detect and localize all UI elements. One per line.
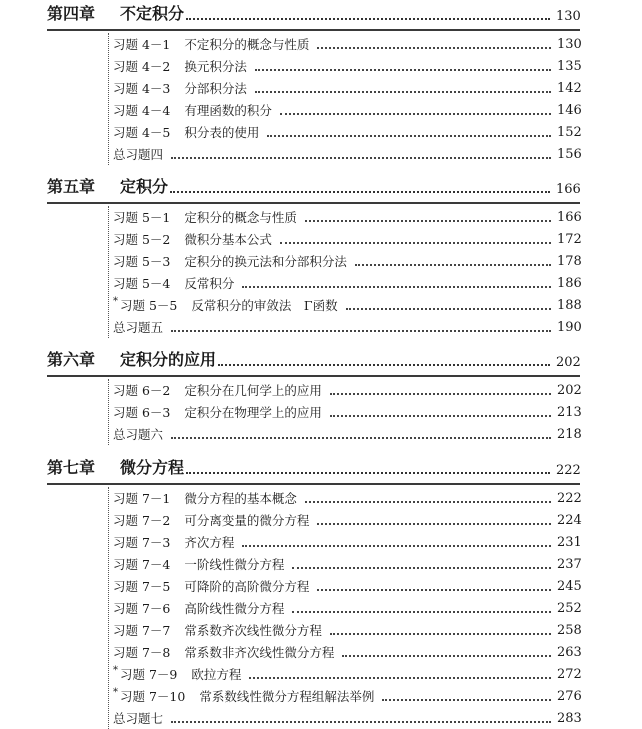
entry-page-number: 202 <box>557 382 582 398</box>
exercise-title: 微分方程的基本概念 <box>184 491 297 506</box>
entry-page-number: 135 <box>557 58 582 74</box>
dot-leader <box>346 308 551 310</box>
exercise-title: 高阶线性微分方程 <box>184 601 285 616</box>
chapter-heading[interactable] <box>47 458 580 478</box>
optional-star-icon: * <box>113 686 118 698</box>
exercise-code: 习题 4－2 <box>113 59 171 74</box>
optional-star-icon: * <box>113 664 118 676</box>
dot-leader <box>330 393 551 395</box>
entry-page-number: 166 <box>557 209 582 225</box>
toc-entry[interactable] <box>109 487 581 509</box>
toc-entry[interactable] <box>109 143 581 165</box>
chapter-heading[interactable] <box>47 177 580 197</box>
dot-leader <box>218 364 550 366</box>
dot-leader <box>280 113 551 115</box>
toc-entry[interactable] <box>109 294 581 316</box>
exercise-code: 习题 4－1 <box>113 37 171 52</box>
dot-leader <box>255 91 551 93</box>
dot-leader <box>171 437 551 439</box>
exercise-code: 习题 7－6 <box>113 601 171 616</box>
entry-page-number: 178 <box>557 253 582 269</box>
exercise-code: 习题 5－2 <box>113 232 171 247</box>
exercise-title: 常系数齐次线性微分方程 <box>184 623 322 638</box>
entry-page-number: 258 <box>557 622 582 638</box>
exercise-code: 习题 6－3 <box>113 405 171 420</box>
exercise-code: 习题 7－10 <box>120 689 186 704</box>
entry-page-number: 156 <box>557 146 582 162</box>
exercise-code: 习题 7－2 <box>113 513 171 528</box>
toc-entry[interactable] <box>109 33 581 55</box>
entry-page-number: 142 <box>557 80 582 96</box>
toc-entry[interactable] <box>109 531 581 553</box>
exercise-code: 习题 4－4 <box>113 103 171 118</box>
exercise-code: 总习题四 <box>113 147 164 162</box>
toc-entry[interactable] <box>109 272 581 294</box>
dot-leader <box>255 69 551 71</box>
exercise-list <box>108 379 581 445</box>
exercise-list <box>108 206 581 338</box>
exercise-code: 习题 5－1 <box>113 210 171 225</box>
chapter-heading[interactable] <box>47 4 580 24</box>
dot-leader <box>242 545 551 547</box>
dot-leader <box>170 191 550 193</box>
exercise-title: 换元积分法 <box>184 59 247 74</box>
chapter-divider <box>47 29 580 31</box>
entry-page-number: 263 <box>557 644 582 660</box>
chapter-heading[interactable] <box>47 350 580 370</box>
entry-page-number: 188 <box>557 297 582 313</box>
optional-star-icon: * <box>113 295 118 307</box>
toc-entry[interactable] <box>109 121 581 143</box>
exercise-code: 习题 7－5 <box>113 579 171 594</box>
dot-leader <box>317 47 551 49</box>
chapter-title: 不定积分 <box>120 4 185 23</box>
entry-page-number: 146 <box>557 102 582 118</box>
exercise-code: 习题 7－8 <box>113 645 171 660</box>
toc-entry[interactable] <box>109 250 581 272</box>
exercise-code: 习题 7－1 <box>113 491 171 506</box>
entry-page-number: 186 <box>557 275 582 291</box>
toc-entry[interactable] <box>109 423 581 445</box>
chapter-number: 第六章 <box>47 350 96 369</box>
exercise-title: 微积分基本公式 <box>184 232 272 247</box>
toc-entry[interactable] <box>109 316 581 338</box>
chapter-divider <box>47 202 580 204</box>
dot-leader <box>186 18 550 20</box>
toc-entry[interactable] <box>109 707 581 729</box>
dot-leader <box>267 135 551 137</box>
dot-leader <box>342 655 551 657</box>
entry-page-number: 130 <box>557 36 582 52</box>
dot-leader <box>330 415 551 417</box>
exercise-code: 总习题六 <box>113 427 164 442</box>
toc-entry[interactable] <box>109 509 581 531</box>
dot-leader <box>171 157 551 159</box>
entry-page-number: 272 <box>557 666 582 682</box>
toc-entry[interactable] <box>109 685 581 707</box>
toc-entry[interactable] <box>109 619 581 641</box>
dot-leader <box>242 286 551 288</box>
toc-entry[interactable] <box>109 206 581 228</box>
toc-entry[interactable] <box>109 77 581 99</box>
entry-page-number: 222 <box>557 490 582 506</box>
dot-leader <box>186 472 550 474</box>
toc-entry[interactable] <box>109 401 581 423</box>
exercise-code: 习题 5－5 <box>120 298 178 313</box>
chapter-page-number: 222 <box>556 463 581 478</box>
exercise-title: 可分离变量的微分方程 <box>184 513 310 528</box>
entry-page-number: 252 <box>557 600 582 616</box>
chapter-title: 定积分 <box>120 177 169 196</box>
entry-page-number: 213 <box>557 404 582 420</box>
chapter-title: 定积分的应用 <box>120 350 217 369</box>
entry-page-number: 218 <box>557 426 582 442</box>
entry-page-number: 172 <box>557 231 582 247</box>
exercise-list <box>108 33 581 165</box>
exercise-code: 总习题五 <box>113 320 164 335</box>
chapter-number: 第七章 <box>47 458 96 477</box>
exercise-title: 定积分在物理学上的应用 <box>184 405 322 420</box>
dot-leader <box>305 220 551 222</box>
dot-leader <box>382 699 551 701</box>
exercise-title: 常系数非齐次线性微分方程 <box>184 645 335 660</box>
exercise-code: 习题 7－7 <box>113 623 171 638</box>
chapter-page-number: 202 <box>556 355 581 370</box>
exercise-title: 分部积分法 <box>184 81 247 96</box>
exercise-title: 定积分的换元法和分部积分法 <box>184 254 347 269</box>
entry-page-number: 231 <box>557 534 582 550</box>
entry-page-number: 224 <box>557 512 582 528</box>
exercise-title: 反常积分的审敛法 Γ函数 <box>191 298 338 313</box>
toc-entry[interactable] <box>109 575 581 597</box>
exercise-code: 习题 7－4 <box>113 557 171 572</box>
exercise-title: 积分表的使用 <box>184 125 260 140</box>
exercise-title: 定积分的概念与性质 <box>184 210 297 225</box>
exercise-title: 齐次方程 <box>184 535 235 550</box>
toc-entry[interactable] <box>109 641 581 663</box>
dot-leader <box>249 677 551 679</box>
dot-leader <box>292 611 551 613</box>
dot-leader <box>355 264 551 266</box>
chapter-divider <box>47 375 580 377</box>
dot-leader <box>317 589 551 591</box>
exercise-list <box>108 487 581 729</box>
chapter-page-number: 130 <box>556 9 581 24</box>
toc-entry[interactable] <box>109 99 581 121</box>
exercise-code: 习题 5－4 <box>113 276 171 291</box>
entry-page-number: 190 <box>557 319 582 335</box>
exercise-title: 一阶线性微分方程 <box>184 557 285 572</box>
exercise-code: 习题 4－3 <box>113 81 171 96</box>
dot-leader <box>305 501 551 503</box>
toc-entry[interactable] <box>109 228 581 250</box>
exercise-code: 习题 7－3 <box>113 535 171 550</box>
toc-entry[interactable] <box>109 553 581 575</box>
dot-leader <box>280 242 551 244</box>
exercise-title: 定积分在几何学上的应用 <box>184 383 322 398</box>
dot-leader <box>171 330 551 332</box>
exercise-title: 反常积分 <box>184 276 235 291</box>
exercise-code: 习题 5－3 <box>113 254 171 269</box>
exercise-title: 可降阶的高阶微分方程 <box>184 579 310 594</box>
toc-entry[interactable] <box>109 379 581 401</box>
exercise-code: 习题 4－5 <box>113 125 171 140</box>
chapter-title: 微分方程 <box>120 458 185 477</box>
exercise-code: 总习题七 <box>113 711 164 726</box>
entry-page-number: 152 <box>557 124 582 140</box>
dot-leader <box>317 523 551 525</box>
chapter-divider <box>47 483 580 485</box>
entry-page-number: 245 <box>557 578 582 594</box>
exercise-title: 欧拉方程 <box>191 667 242 682</box>
dot-leader <box>292 567 551 569</box>
entry-page-number: 276 <box>557 688 582 704</box>
entry-page-number: 237 <box>557 556 582 572</box>
dot-leader <box>330 633 551 635</box>
exercise-code: 习题 7－9 <box>120 667 178 682</box>
chapter-number: 第五章 <box>47 177 96 196</box>
exercise-title: 有理函数的积分 <box>184 103 272 118</box>
chapter-number: 第四章 <box>47 4 96 23</box>
toc-entry[interactable] <box>109 597 581 619</box>
exercise-code: 习题 6－2 <box>113 383 171 398</box>
exercise-title: 不定积分的概念与性质 <box>184 37 310 52</box>
toc-entry[interactable] <box>109 55 581 77</box>
chapter-page-number: 166 <box>556 182 581 197</box>
toc-entry[interactable] <box>109 663 581 685</box>
exercise-title: 常系数线性微分方程组解法举例 <box>199 689 375 704</box>
entry-page-number: 283 <box>557 710 582 726</box>
